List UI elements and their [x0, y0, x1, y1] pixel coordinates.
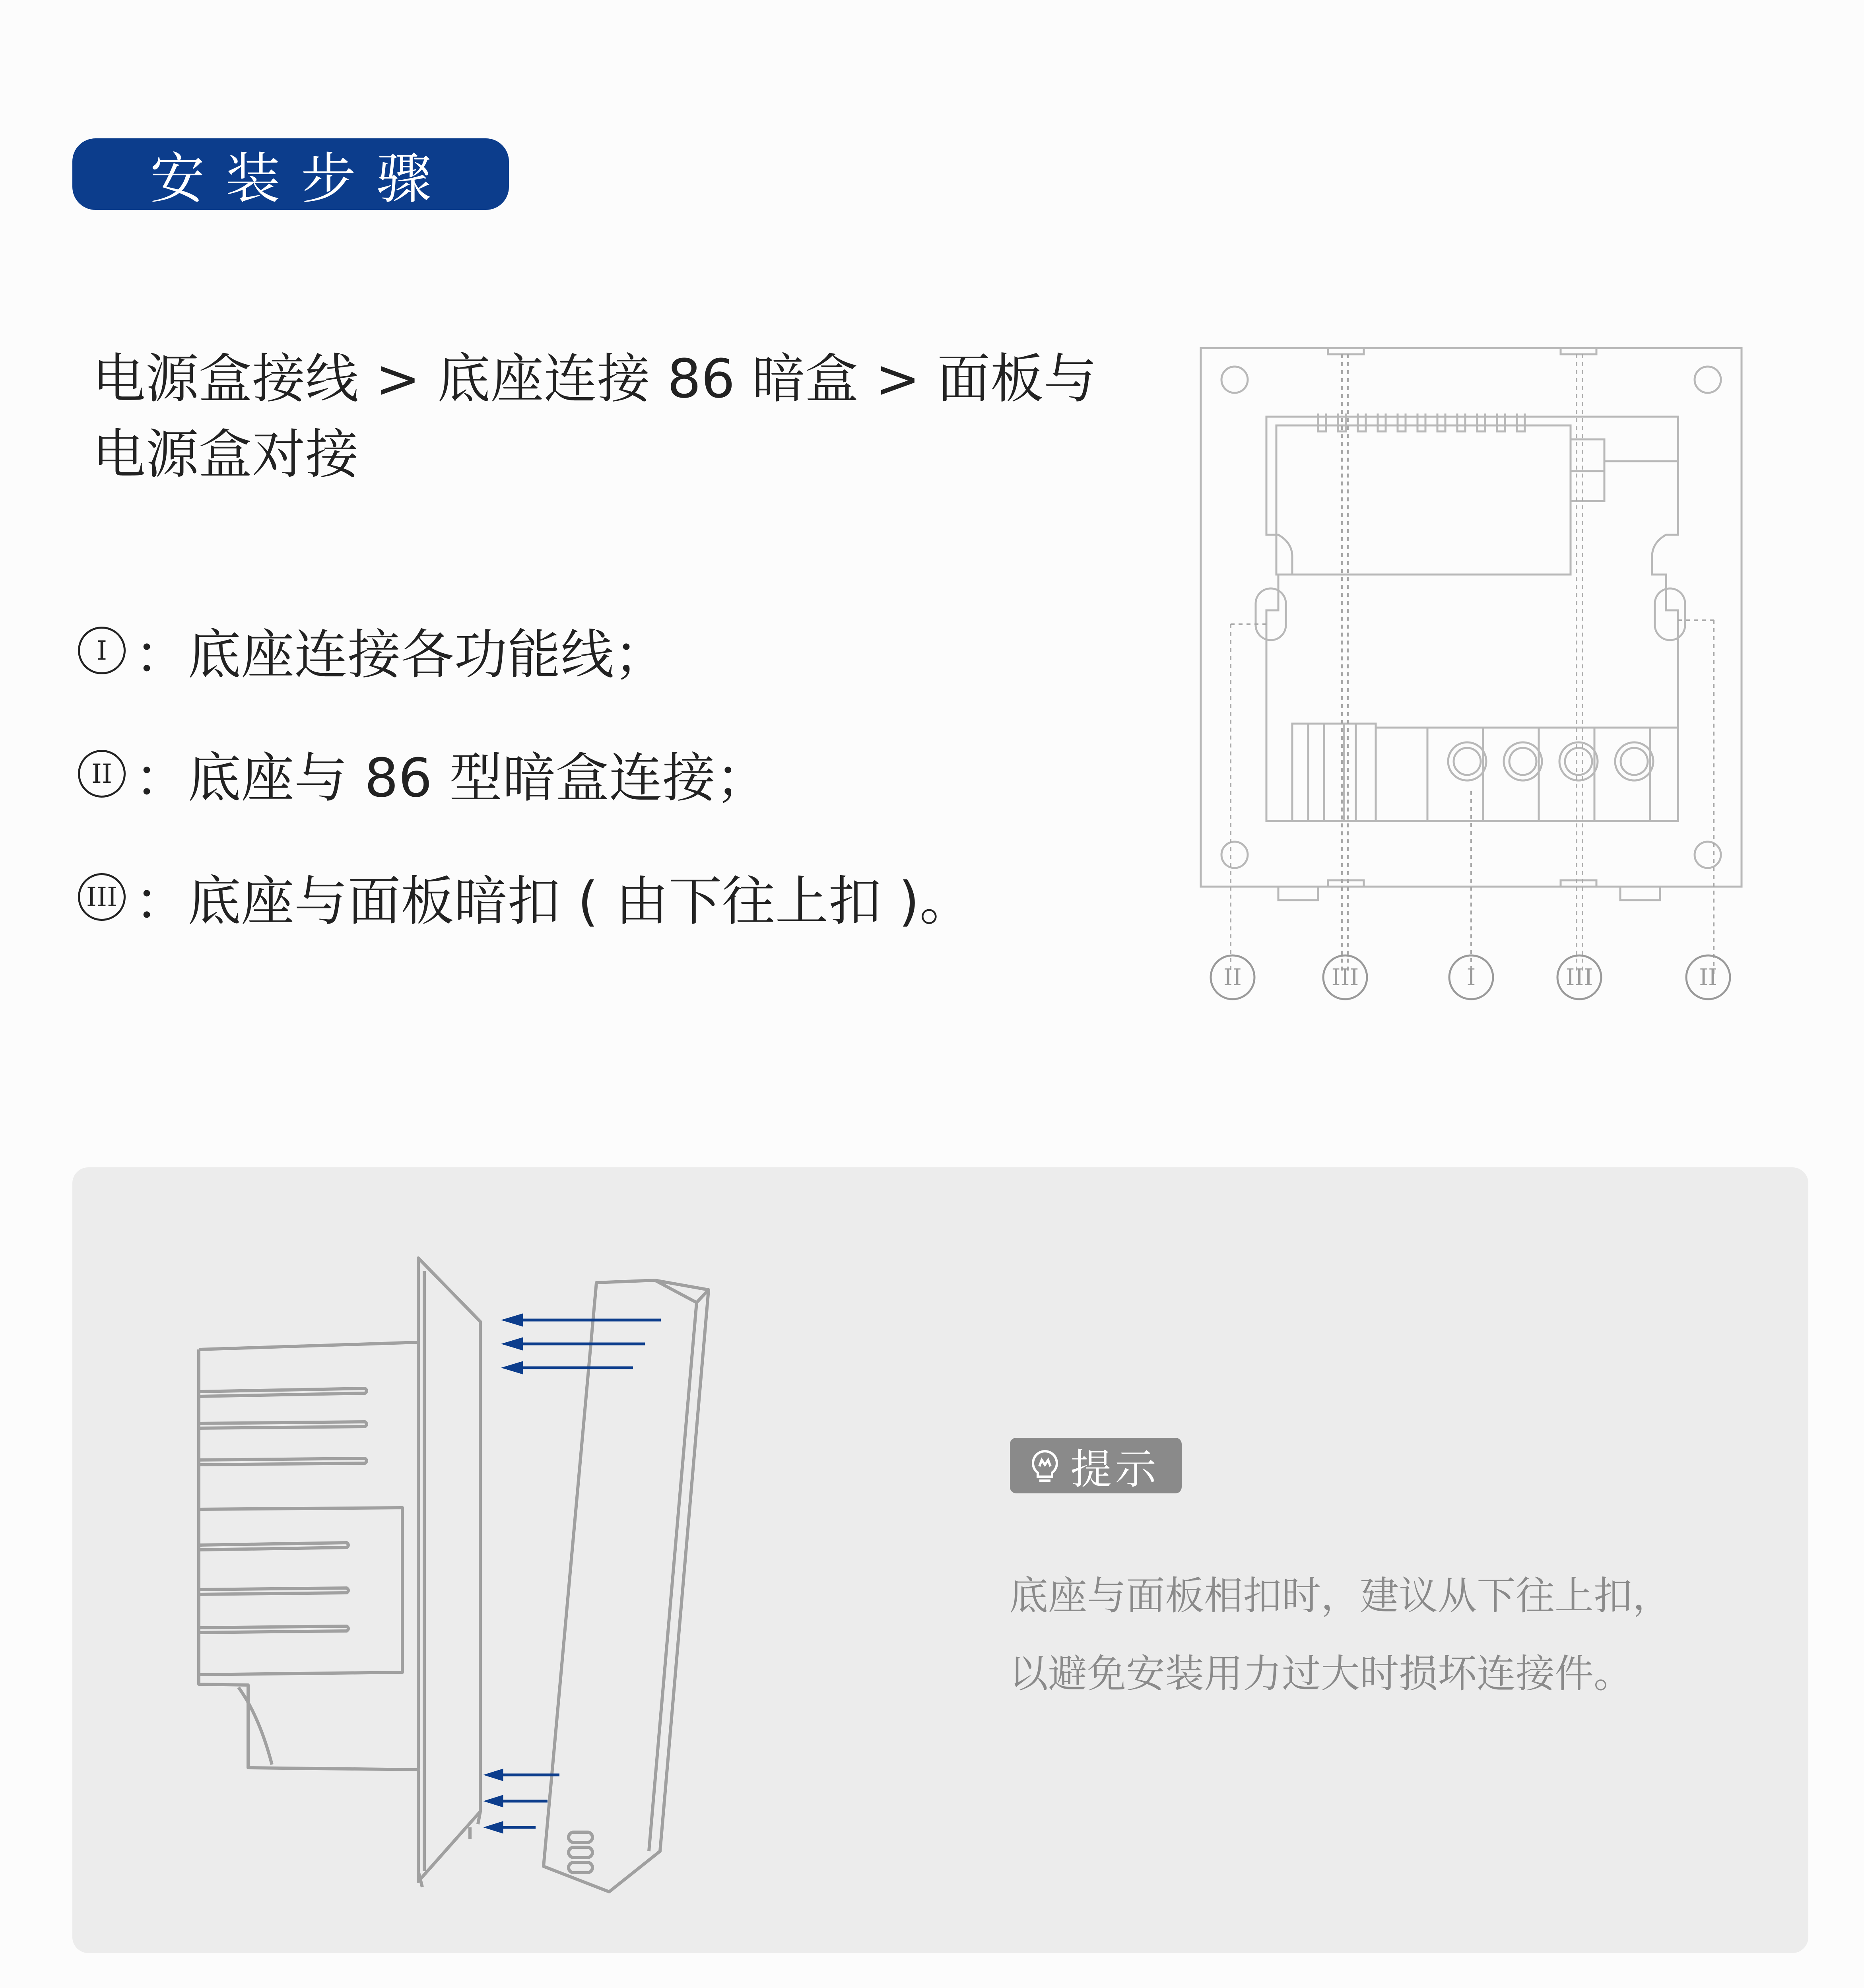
screw-hole-icon	[1695, 367, 1721, 393]
lightbulb-icon	[1027, 1448, 1062, 1483]
tip-text	[1009, 1557, 1765, 1713]
panel-side-view-illustration	[72, 1167, 868, 1953]
plate-outline	[1201, 348, 1742, 887]
base-side-outline	[199, 1342, 420, 1770]
left-mount-slot	[1256, 588, 1286, 640]
step-marker-2: II	[78, 750, 126, 798]
step-text-3: ：底座与面板暗扣 ( 由下往上扣 )。	[134, 870, 973, 932]
callout-label: I	[1466, 964, 1476, 991]
install-flow-description	[92, 341, 1110, 492]
screw-hole-icon	[1695, 842, 1721, 868]
callout-label: II	[1223, 964, 1242, 991]
flow-line-1: 电源盒接线 > 底座连接 86 暗盒 > 面板与	[92, 348, 1097, 410]
direction-arrows	[488, 1315, 661, 1832]
screw-hole-icon	[1221, 367, 1248, 393]
screw-hole-icon	[1221, 842, 1248, 868]
step-item-2	[78, 736, 769, 812]
section-title: 安装步骤	[150, 147, 452, 211]
step-marker-1: I	[78, 627, 126, 674]
tip-label: 提示	[1070, 1445, 1160, 1493]
base-frame	[1266, 417, 1678, 821]
section-title-badge	[72, 138, 509, 210]
callout-label: III	[1565, 964, 1593, 991]
front-panel-outline	[544, 1280, 709, 1892]
step-text-2: ：底座与 86 型暗盒连接；	[134, 747, 769, 809]
step-item-1	[78, 612, 667, 689]
tip-badge	[1010, 1438, 1182, 1493]
step-marker-3: III	[78, 873, 126, 921]
right-mount-slot	[1655, 588, 1685, 640]
tip-panel	[72, 1167, 1808, 1953]
flow-line-2: 电源盒对接	[92, 423, 359, 485]
step-item-3	[78, 859, 973, 935]
base-plate-diagram	[1189, 334, 1753, 1010]
tip-line-1: 底座与面板相扣时，建议从下往上扣，	[1009, 1573, 1672, 1619]
wall-plate-outline	[418, 1258, 480, 1881]
tip-line-2: 以避免安装用力过大时损坏连接件。	[1009, 1651, 1633, 1697]
callout-label: II	[1699, 964, 1717, 991]
callout-label: III	[1331, 964, 1359, 991]
step-text-1: ：底座连接各功能线；	[134, 624, 668, 686]
